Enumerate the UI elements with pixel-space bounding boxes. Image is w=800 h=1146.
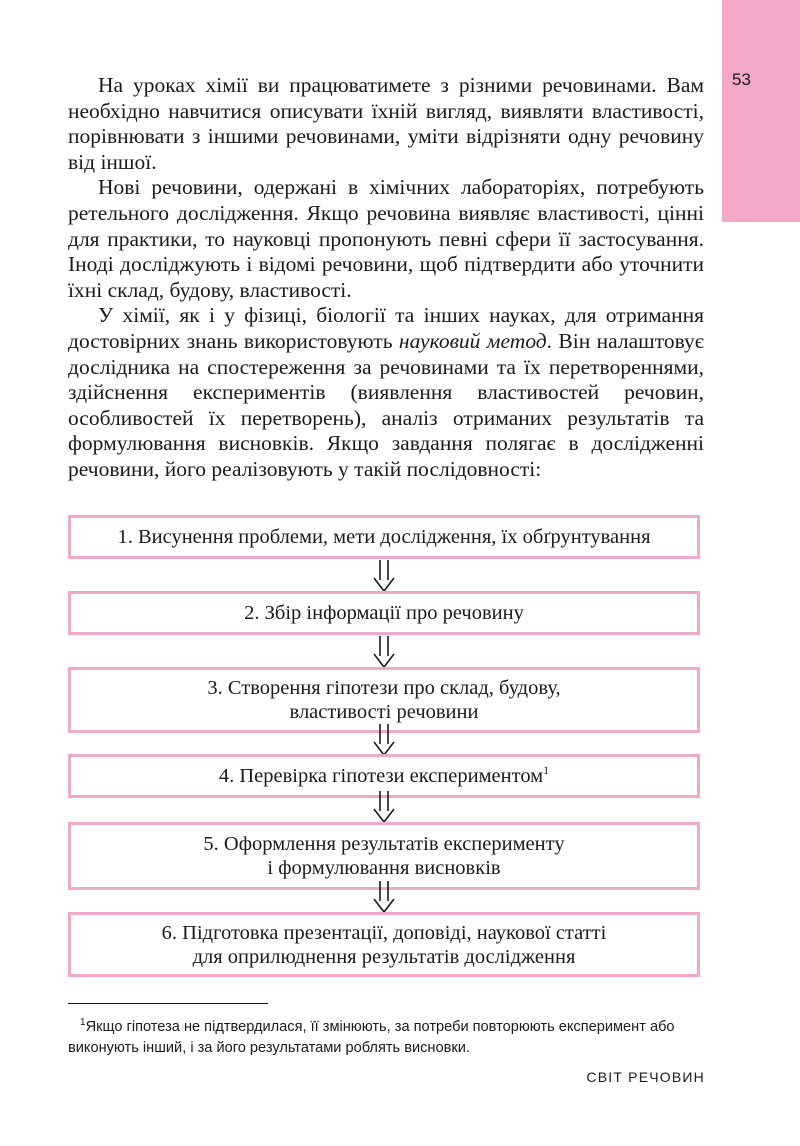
footnote xyxy=(68,1017,708,1059)
flow-step-5-line-1: 5. Оформлення результатів експерименту xyxy=(203,833,565,855)
paragraph-3-end: . Він налаштовує дослідника на спостереження за речовинами та їх перетвореннями, здійснення експериментів (виявлення властивостей речовин, особливостей їх перетворень), аналіз отриманих результатів та формулювання висновків. Якщо завдання полягає в дослідженні речовини, його реалізовують у такій послідовності: xyxy=(68,328,704,481)
flow-step-2-text: 2. Збір інформації про речовину xyxy=(244,602,524,624)
flow-step-1-text: 1. Висунення проблеми, мети дослідження, їх обґрунтування xyxy=(117,526,651,548)
paragraph-3-start: У хімії, як і у фізиці, біології та інших науках, для отримання достовірних знань використовують xyxy=(68,303,704,353)
flow-step-4-label: 4. Перевірка гіпотези експериментом xyxy=(218,765,544,787)
paragraph-2: Нові речовини, одержані в хімічних лабораторіях, потребують ретельного дослідження. Якщо речовина виявляє властивості, цінні для практики, то науковці пропонують певні сфери її застосування. Іноді досліджують і відомі речовини, щоб підтвердити або уточнити їхні склад, будову, властивості. xyxy=(68,175,704,302)
footnote-reference: 1 xyxy=(543,763,550,778)
flow-step-3-line-1: 3. Створення гіпотези про склад, будову, xyxy=(207,677,561,699)
flow-step-4-text xyxy=(219,764,549,788)
flow-step-3-line-2: властивості речовини xyxy=(289,701,479,723)
paragraph-1: На уроках хімії ви працюватимете з різними речовинами. Вам необхідно навчитися описувати їхній вигляд, виявляти властивості, порівнювати з іншими речовинами, уміти відрізняти одну речовину від іншої. xyxy=(68,73,704,174)
flow-step-1 xyxy=(68,515,700,559)
body-text xyxy=(68,73,704,483)
double-down-arrow-icon xyxy=(371,636,397,668)
running-footer: СВІТ РЕЧОВИН xyxy=(586,1069,705,1085)
double-down-arrow-icon xyxy=(371,881,397,913)
footnote-mark: 1 xyxy=(80,1017,86,1029)
double-down-arrow-icon xyxy=(371,560,397,592)
page-corner-tab xyxy=(722,0,800,222)
footnote-text: Якщо гіпотеза не підтвердилася, її змінюють, за потреби повторюють експеримент або виконують інший, і за його результатами роблять висновки. xyxy=(68,1019,675,1056)
scientific-method-term: науковий метод xyxy=(398,328,547,353)
flow-step-6 xyxy=(68,912,700,977)
flow-step-5-line-2: і формулювання висновків xyxy=(267,857,501,879)
double-down-arrow-icon xyxy=(371,791,397,823)
footnote-divider xyxy=(68,1003,268,1004)
flow-step-5 xyxy=(68,822,700,890)
flow-step-2 xyxy=(68,591,700,635)
paragraph-3 xyxy=(68,303,704,482)
flow-step-6-line-2: для оприлюднення результатів дослідження xyxy=(192,945,576,968)
flow-step-6-line-1: 6. Підготовка презентації, доповіді, наукової статті xyxy=(161,921,607,944)
double-down-arrow-icon xyxy=(371,724,397,756)
page-number: 53 xyxy=(732,70,751,89)
